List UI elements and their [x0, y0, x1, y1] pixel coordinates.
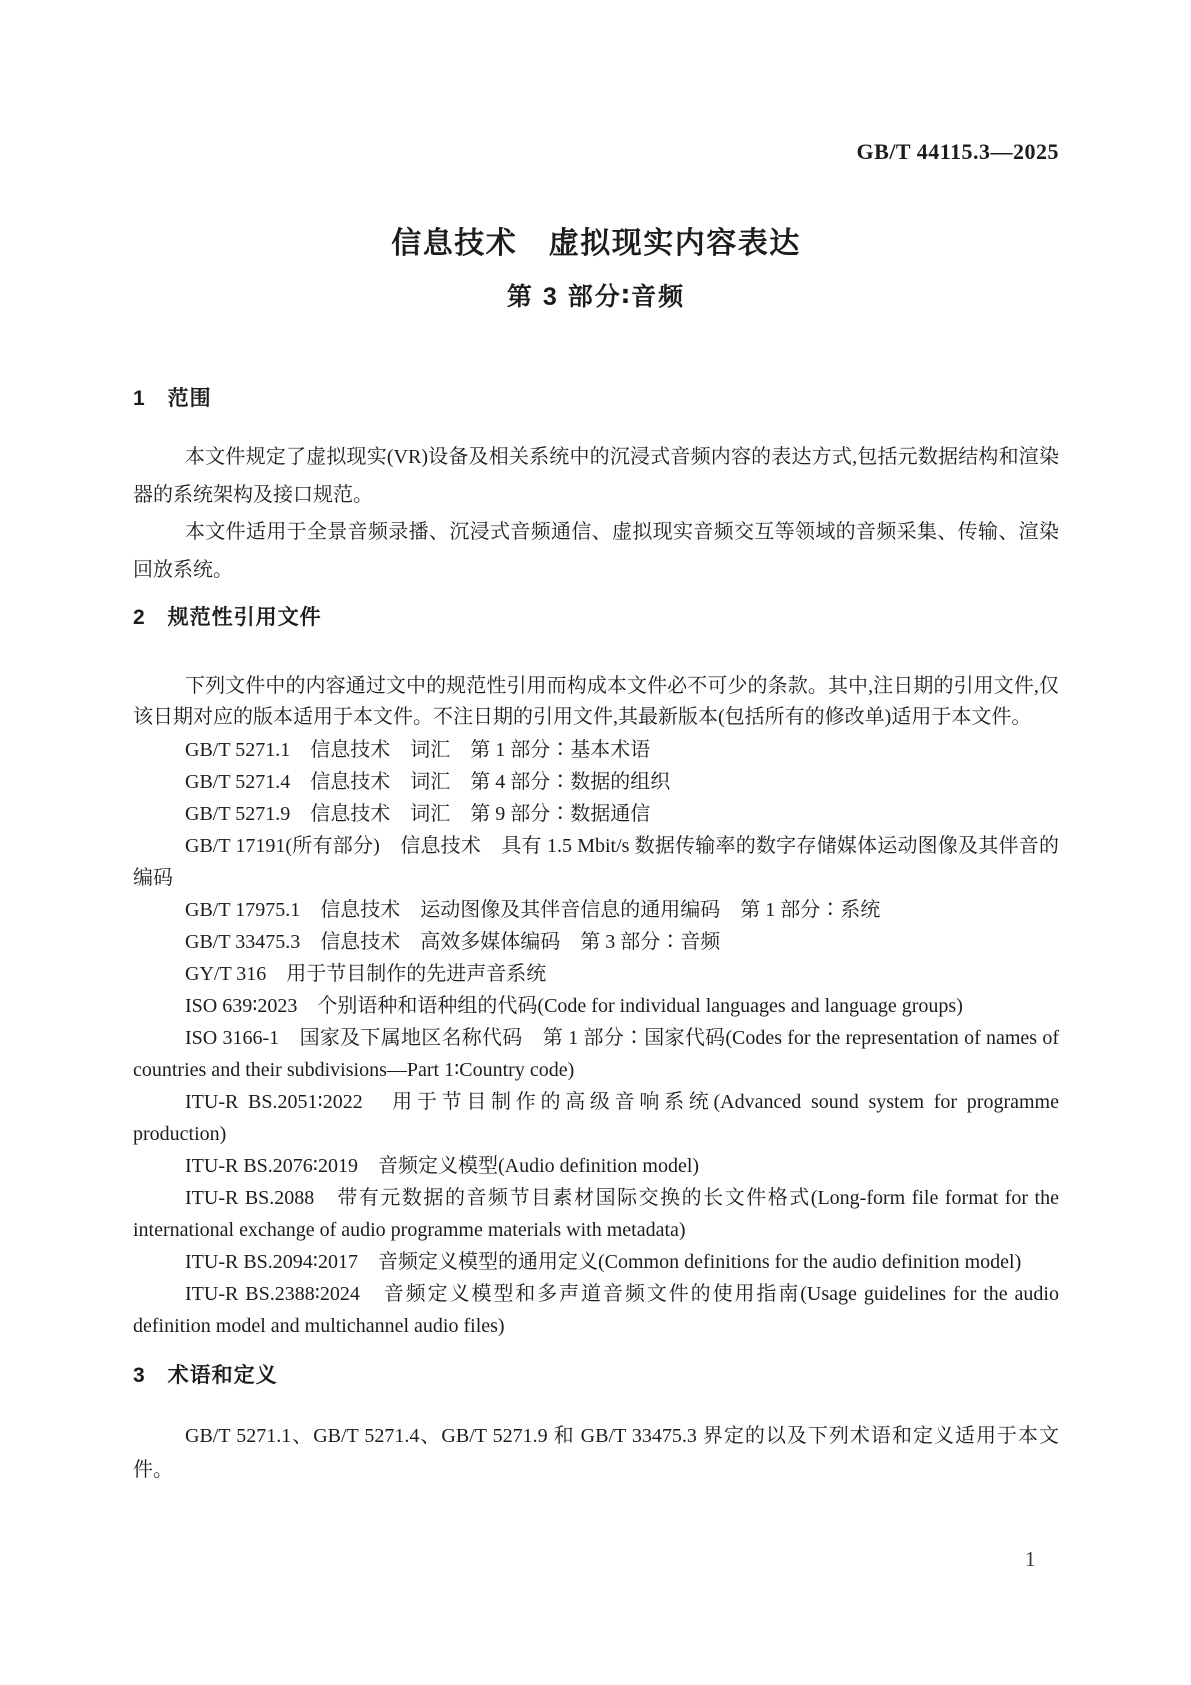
reference-item: GY/T 316 用于节目制作的先进声音系统	[185, 962, 547, 985]
reference-item: ITU-R BS.2076∶2019 音频定义模型(Audio definition model)	[185, 1154, 700, 1177]
reference-item: ISO 3166-1 国家及下属地区名称代码 第 1 部分∶国家代码(Codes for the representation of names of countries and their subdivisions—Part 1∶Country code)	[133, 1026, 1059, 1081]
document-title-line1: 信息技术 虚拟现实内容表达	[391, 227, 801, 260]
reference-item: GB/T 33475.3 信息技术 高效多媒体编码 第 3 部分∶音频	[185, 930, 721, 953]
section-heading-terms: 3 术语和定义	[133, 1363, 278, 1387]
section-heading-normative-references: 2 规范性引用文件	[133, 606, 322, 629]
standard-number: GB/T 44115.3—2025	[856, 139, 1059, 164]
page-number: 1	[1025, 1547, 1036, 1571]
reference-item: GB/T 5271.1 信息技术 词汇 第 1 部分∶基本术语	[185, 738, 651, 761]
reference-item: ITU-R BS.2088 带有元数据的音频节目素材国际交换的长文件格式(Long-form file format for the international exchange of audio programme materials with metadata)	[133, 1186, 1059, 1241]
page-content	[133, 0, 1059, 1487]
reference-item: ITU-R BS.2051∶2022 用于节目制作的高级音响系统(Advanced sound system for programme production)	[133, 1090, 1059, 1145]
normative-reference-list	[133, 734, 1059, 1342]
section-heading-scope: 1 范围	[133, 387, 212, 410]
reference-item: GB/T 5271.9 信息技术 词汇 第 9 部分∶数据通信	[185, 802, 651, 825]
reference-item: ITU-R BS.2094∶2017 音频定义模型的通用定义(Common definitions for the audio definition model)	[185, 1250, 1022, 1273]
document-title-line2: 第 3 部分∶音频	[506, 283, 686, 311]
reference-item: GB/T 17191(所有部分) 信息技术 具有 1.5 Mbit/s 数据传输率的数字存储媒体运动图像及其伴音的编码	[133, 834, 1059, 889]
reference-item: ISO 639∶2023 个别语种和语种组的代码(Code for individual languages and language groups)	[185, 994, 963, 1017]
reference-item: GB/T 17975.1 信息技术 运动图像及其伴音信息的通用编码 第 1 部分∶系统	[185, 898, 881, 921]
normative-references-intro: 下列文件中的内容通过文中的规范性引用而构成本文件必不可少的条款。其中,注日期的引用文件,仅该日期对应的版本适用于本文件。不注日期的引用文件,其最新版本(包括所有的修改单)适用于本文件。	[133, 675, 1059, 728]
reference-item: GB/T 5271.4 信息技术 词汇 第 4 部分∶数据的组织	[185, 770, 671, 793]
scope-paragraph-1: 本文件规定了虚拟现实(VR)设备及相关系统中的沉浸式音频内容的表达方式,包括元数据结构和渲染器的系统架构及接口规范。	[133, 446, 1059, 506]
scope-paragraph-2: 本文件适用于全景音频录播、沉浸式音频通信、虚拟现实音频交互等领域的音频采集、传输、渲染回放系统。	[133, 521, 1059, 581]
terms-intro: GB/T 5271.1、GB/T 5271.4、GB/T 5271.9 和 GB/T 33475.3 界定的以及下列术语和定义适用于本文件。	[133, 1424, 1059, 1481]
reference-item: ITU-R BS.2388∶2024 音频定义模型和多声道音频文件的使用指南(Usage guidelines for the audio definition model and multichannel audio files)	[133, 1282, 1059, 1337]
